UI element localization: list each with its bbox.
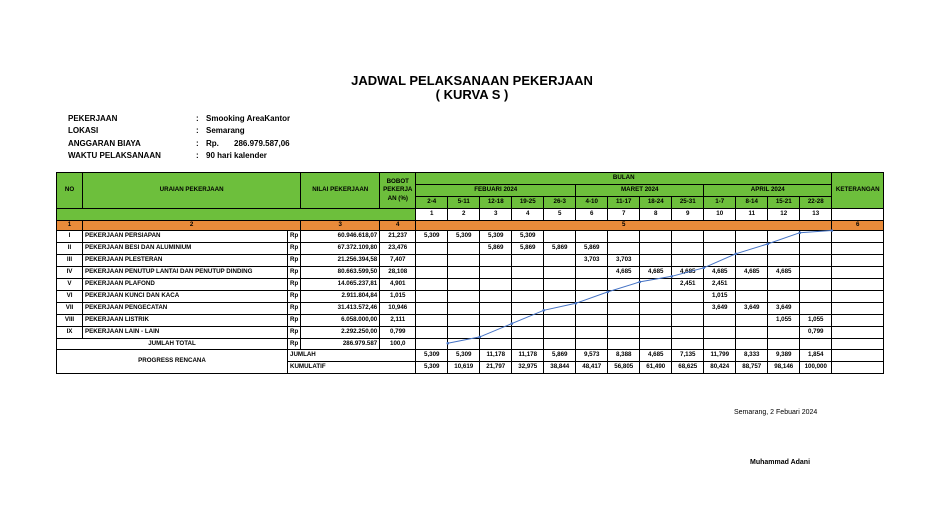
week-value [704,327,736,339]
week-number: 3 [480,209,512,221]
week-value [448,255,480,267]
week-value [704,255,736,267]
kumulatif-value: 21,797 [480,362,512,374]
table-row [57,267,884,279]
kumulatif-value: 10,619 [448,362,480,374]
kumulatif-value: 38,844 [544,362,576,374]
week-value: 2,451 [704,279,736,291]
week-value [672,243,704,255]
progress-label: PROGRESS RENCANA [57,350,288,374]
table-row [57,327,884,339]
signer-name: Muhammad Adani [750,459,811,466]
row-number: VIII [57,315,83,327]
week-value [480,315,512,327]
week-number: 8 [640,209,672,221]
work-item-value: 80.663.599,50 [301,267,380,279]
empty-cell [640,339,672,350]
work-item-name: PEKERJAAN BESI DAN ALUMINIUM [83,243,288,255]
jumlah-value: 5,309 [448,350,480,362]
week-value [448,315,480,327]
currency-label: Rp [288,291,301,303]
work-item-name: PEKERJAAN PLESTERAN [83,255,288,267]
week-value [512,291,544,303]
week-value: 1,055 [800,315,832,327]
jumlah-value: 11,178 [512,350,544,362]
week-value [576,291,608,303]
week-value [416,327,448,339]
kumulatif-value: 5,309 [416,362,448,374]
empty-cell [512,339,544,350]
header-month-feb: FEBUARI 2024 [416,185,576,197]
kumulatif-value: 56,805 [608,362,640,374]
week-value [416,255,448,267]
week-value [448,303,480,315]
week-number: 10 [704,209,736,221]
work-item-weight: 28,108 [380,267,416,279]
col-number: 1 [57,221,83,231]
week-value [672,291,704,303]
info-row-pekerjaan: PEKERJAAN : Smooking AreaKantor [68,113,291,123]
row-number: V [57,279,83,291]
currency-label: Rp [288,243,301,255]
total-value: 286.979.587 [301,339,380,350]
kumulatif-value: 100,000 [800,362,832,374]
week-number: 5 [544,209,576,221]
currency-label: Rp [288,279,301,291]
week-value [512,255,544,267]
week-value [448,243,480,255]
empty-cell [768,339,800,350]
work-item-name: PEKERJAAN PLAFOND [83,279,288,291]
week-value [768,243,800,255]
work-item-name: PEKERJAAN KUNCI DAN KACA [83,291,288,303]
week-value: 4,685 [704,267,736,279]
table-row [57,279,884,291]
week-range: 2-4 [416,197,448,209]
week-value: 4,685 [672,267,704,279]
week-value [768,279,800,291]
info-label: LOKASI [68,126,99,136]
week-value: 3,649 [704,303,736,315]
info-row-waktu: WAKTU PELAKSANAAN : 90 hari kalender [68,151,267,161]
week-value [768,231,800,243]
total-label: JUMLAH TOTAL [57,339,288,350]
row-number: VII [57,303,83,315]
week-value [544,255,576,267]
week-value [416,267,448,279]
week-value [544,267,576,279]
empty-cell [800,339,832,350]
week-value [640,303,672,315]
week-value [704,243,736,255]
week-value [608,231,640,243]
week-value [544,315,576,327]
week-value [608,279,640,291]
week-value [544,279,576,291]
week-value [672,315,704,327]
week-value: 4,685 [768,267,800,279]
week-range: 5-11 [448,197,480,209]
week-value [576,279,608,291]
week-value [512,315,544,327]
info-row-lokasi: LOKASI : Semarang [68,126,245,136]
week-number: 2 [448,209,480,221]
header-nilai: NILAI PEKERJAAN [301,173,380,209]
work-item-value: 6.058.000,00 [301,315,380,327]
kumulatif-value: 48,417 [576,362,608,374]
row-note [832,315,884,327]
info-value: Smooking AreaKantor [206,113,291,123]
jumlah-value: 7,135 [672,350,704,362]
jumlah-value: 5,309 [416,350,448,362]
work-item-weight: 21,237 [380,231,416,243]
work-item-value: 14.065.237,81 [301,279,380,291]
week-number: 11 [736,209,768,221]
week-value [768,255,800,267]
work-item-weight: 2,111 [380,315,416,327]
week-value: 4,685 [608,267,640,279]
jumlah-value: 4,685 [640,350,672,362]
week-value: 3,649 [736,303,768,315]
week-value: 5,869 [544,243,576,255]
week-value [576,303,608,315]
kumulatif-value: 88,757 [736,362,768,374]
week-value: 1,015 [704,291,736,303]
info-value: 286.979.587,06 [234,138,290,148]
week-number: 7 [608,209,640,221]
week-value [672,303,704,315]
empty-cell [704,339,736,350]
schedule-table [56,172,884,374]
currency-label: Rp [288,231,301,243]
row-note [832,339,884,350]
week-value [608,291,640,303]
week-value [512,279,544,291]
week-value [576,315,608,327]
week-value [800,303,832,315]
info-label: PEKERJAAN [68,113,118,123]
week-value [800,267,832,279]
work-item-weight: 23,476 [380,243,416,255]
kumulatif-value: 98,146 [768,362,800,374]
col-number: 2 [83,221,301,231]
week-value [544,327,576,339]
week-value: 4,685 [736,267,768,279]
work-item-name: PEKERJAAN LISTRIK [83,315,288,327]
week-range: 12-18 [480,197,512,209]
week-value [448,327,480,339]
work-item-value: 31.413.572,46 [301,303,380,315]
week-range: 1-7 [704,197,736,209]
header-bobot: BOBOT PEKERJA AN (%) [380,173,416,209]
row-number: VI [57,291,83,303]
week-value [800,243,832,255]
week-value [544,291,576,303]
week-value [480,279,512,291]
row-note [832,350,884,362]
week-value [800,279,832,291]
empty-cell [736,339,768,350]
info-label: ANGGARAN BIAYA [68,138,141,148]
week-range: 15-21 [768,197,800,209]
week-range: 8-14 [736,197,768,209]
total-row [57,339,884,350]
info-row-anggaran: ANGGARAN BIAYA : Rp. 286.979.587,06 [68,138,290,148]
row-number: IV [57,267,83,279]
row-note [832,255,884,267]
row-note [832,362,884,374]
col-number: 4 [380,221,416,231]
week-value [416,291,448,303]
week-value [608,315,640,327]
currency-label: Rp [288,339,301,350]
info-label: WAKTU PELAKSANAAN [68,151,161,161]
week-value: 1,055 [768,315,800,327]
week-range: 18-24 [640,197,672,209]
empty-cell [576,339,608,350]
week-value [672,327,704,339]
jumlah-value: 8,388 [608,350,640,362]
week-value [544,231,576,243]
row-number: II [57,243,83,255]
week-value [736,291,768,303]
row-note [832,303,884,315]
week-value: 5,309 [416,231,448,243]
jumlah-value: 11,799 [704,350,736,362]
week-value [448,291,480,303]
city-date: Semarang, 2 Febuari 2024 [734,409,818,416]
week-value: 3,649 [768,303,800,315]
work-item-name: PEKERJAAN PENGECATAN [83,303,288,315]
week-range: 26-3 [544,197,576,209]
week-value: 3,703 [608,255,640,267]
empty-cell [448,339,480,350]
week-value [736,279,768,291]
jumlah-value: 11,178 [480,350,512,362]
week-value [480,291,512,303]
week-value [736,243,768,255]
week-value [416,315,448,327]
week-value [704,315,736,327]
work-item-name: PEKERJAAN LAIN - LAIN [83,327,288,339]
jumlah-value: 8,333 [736,350,768,362]
week-value [736,327,768,339]
empty-cell [480,339,512,350]
row-number: III [57,255,83,267]
week-value: 5,869 [480,243,512,255]
week-value [640,315,672,327]
week-value [800,231,832,243]
week-number: 6 [576,209,608,221]
header-month-apr: APRIL 2024 [704,185,832,197]
week-value [512,327,544,339]
week-value [640,291,672,303]
row-number: IX [57,327,83,339]
week-range: 4-10 [576,197,608,209]
row-number: I [57,231,83,243]
work-item-weight: 0,799 [380,327,416,339]
table-row [57,291,884,303]
table-row [57,243,884,255]
week-value [448,279,480,291]
row-note [832,279,884,291]
week-value [576,231,608,243]
week-number: 13 [800,209,832,221]
week-value [672,255,704,267]
week-number: 1 [416,209,448,221]
header-uraian: URAIAN PEKERJAAN [83,173,301,209]
total-weight: 100,0 [380,339,416,350]
kumulatif-value: 61,490 [640,362,672,374]
header-keterangan: KETERANGAN [832,173,884,209]
info-value: 90 hari kalender [206,151,267,161]
jumlah-value: 9,573 [576,350,608,362]
table-row [57,315,884,327]
week-number: 12 [768,209,800,221]
row-note [832,243,884,255]
empty-cell [608,339,640,350]
jumlah-label: JUMLAH [288,350,416,362]
week-value: 4,685 [640,267,672,279]
kumulatif-value: 32,975 [512,362,544,374]
week-number: 4 [512,209,544,221]
row-note [832,291,884,303]
week-value [704,231,736,243]
header-bulan: BULAN [416,173,832,185]
week-value [640,327,672,339]
week-value: 5,309 [480,231,512,243]
work-item-name: PEKERJAAN PENUTUP LANTAI DAN PENUTUP DINDING [83,267,288,279]
week-value [800,255,832,267]
week-value [416,303,448,315]
currency-label: Rp [288,315,301,327]
page-subtitle: ( KURVA S ) [435,87,509,102]
week-value [800,291,832,303]
work-item-value: 2.911.804,84 [301,291,380,303]
week-value [640,279,672,291]
info-currency: Rp. [206,138,219,148]
row-note [832,231,884,243]
table-row [57,255,884,267]
work-item-value: 67.372.109,80 [301,243,380,255]
col-number: 6 [832,221,884,231]
week-range: 19-25 [512,197,544,209]
empty-cell [544,339,576,350]
week-value [480,327,512,339]
week-value [480,255,512,267]
header-month-mar: MARET 2024 [576,185,704,197]
week-value [576,327,608,339]
week-value [480,267,512,279]
currency-label: Rp [288,255,301,267]
week-value [480,303,512,315]
currency-label: Rp [288,303,301,315]
table-row [57,231,884,243]
empty-cell [672,339,704,350]
page-title: JADWAL PELAKSANAAN PEKERJAAN [351,73,593,88]
week-value [640,231,672,243]
week-value [768,291,800,303]
week-value [448,267,480,279]
jumlah-value: 1,854 [800,350,832,362]
week-value [736,231,768,243]
work-item-name: PEKERJAAN PERSIAPAN [83,231,288,243]
project-info [68,112,290,162]
currency-label: Rp [288,327,301,339]
week-value [512,303,544,315]
work-item-weight: 7,407 [380,255,416,267]
week-value [672,231,704,243]
col-number: 3 [301,221,380,231]
week-value: 3,703 [576,255,608,267]
week-value: 5,869 [576,243,608,255]
week-value [608,243,640,255]
week-value [768,327,800,339]
week-value [640,243,672,255]
week-value [608,303,640,315]
week-value [736,255,768,267]
work-item-weight: 1,015 [380,291,416,303]
week-value [416,279,448,291]
currency-label: Rp [288,267,301,279]
work-item-value: 60.946.618,07 [301,231,380,243]
week-value [576,267,608,279]
week-range: 25-31 [672,197,704,209]
empty-cell [416,339,448,350]
week-value: 2,451 [672,279,704,291]
kumulatif-value: 68,625 [672,362,704,374]
week-value [640,255,672,267]
info-value: Semarang [206,126,245,136]
week-value: 5,869 [512,243,544,255]
work-item-weight: 10,946 [380,303,416,315]
progress-jumlah-row [57,350,884,362]
jumlah-value: 9,389 [768,350,800,362]
col-number: 5 [416,221,832,231]
week-range: 11-17 [608,197,640,209]
week-value: 5,309 [448,231,480,243]
work-item-weight: 4,901 [380,279,416,291]
header-no: NO [57,173,83,209]
week-value [544,303,576,315]
row-note [832,327,884,339]
week-value: 0,799 [800,327,832,339]
week-range: 22-28 [800,197,832,209]
week-value: 5,309 [512,231,544,243]
week-value [416,243,448,255]
week-number: 9 [672,209,704,221]
kumulatif-label: KUMULATIF [288,362,416,374]
week-value [608,327,640,339]
jumlah-value: 5,869 [544,350,576,362]
kumulatif-value: 80,424 [704,362,736,374]
week-value [736,315,768,327]
row-note [832,267,884,279]
work-item-value: 21.256.394,58 [301,255,380,267]
week-value [512,267,544,279]
table-row [57,303,884,315]
work-item-value: 2.292.250,00 [301,327,380,339]
